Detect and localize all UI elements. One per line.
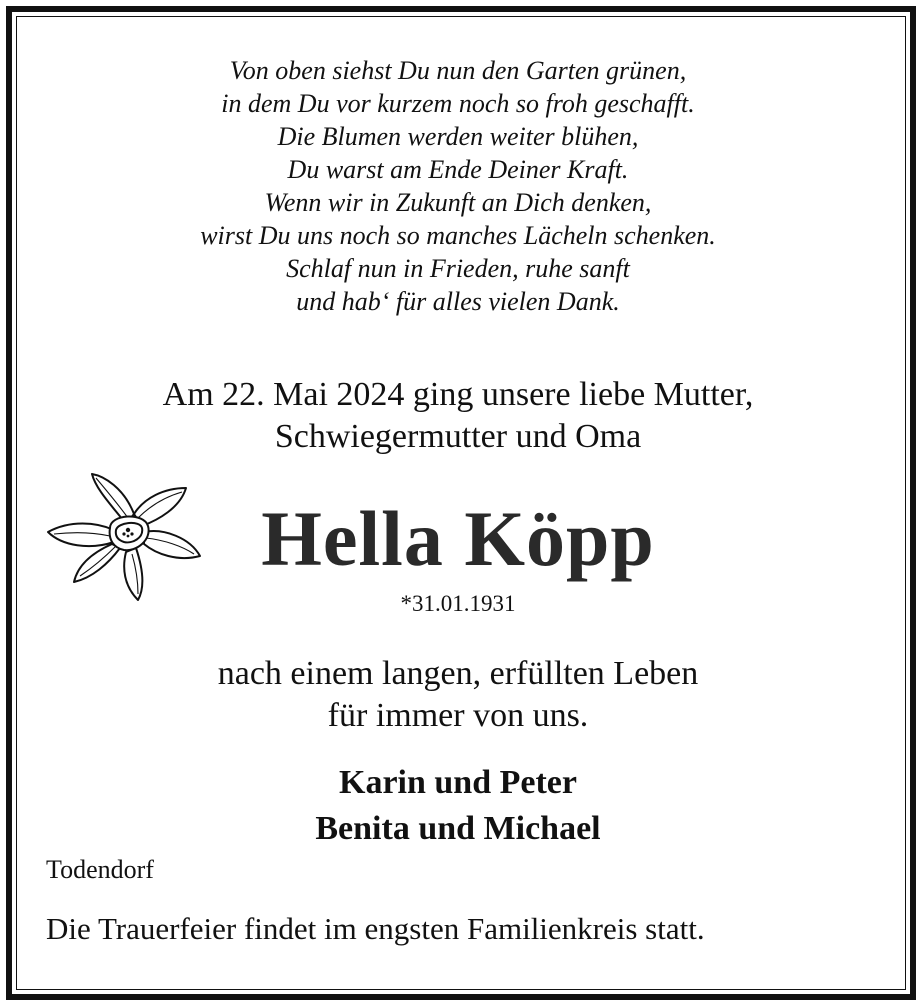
mourners-line-1: Karin und Peter xyxy=(339,764,577,801)
poem-line: und hab‘ für alles vielen Dank. xyxy=(296,287,620,316)
poem-line: Die Blumen werden weiter blühen, xyxy=(277,122,639,151)
poem xyxy=(0,54,916,318)
poem-line: Du warst am Ende Deiner Kraft. xyxy=(287,155,629,184)
intro-line-2: Schwiegermutter und Oma xyxy=(274,418,642,455)
funeral-notice: Die Trauerfeier findet im engsten Familienkreis statt. xyxy=(46,911,705,946)
poem-line: in dem Du vor kurzem noch so froh geschafft. xyxy=(221,89,695,118)
daffodil-flower-icon xyxy=(44,468,204,604)
mourners-line-2: Benita und Michael xyxy=(315,810,601,847)
intro-line-1: Am 22. Mai 2024 ging unsere liebe Mutter, xyxy=(162,376,754,413)
birth-date: *31.01.1931 xyxy=(400,591,516,616)
poem-line: wirst Du uns noch so manches Lächeln schenken. xyxy=(200,221,716,250)
announcement-intro xyxy=(0,374,916,458)
poem-line: Von oben siehst Du nun den Garten grünen, xyxy=(229,56,687,85)
mourners xyxy=(0,760,916,852)
poem-line: Wenn wir in Zukunft an Dich denken, xyxy=(264,188,652,217)
passing-line-2: für immer von uns. xyxy=(327,697,589,734)
place-name: Todendorf xyxy=(46,855,154,884)
passing-line-1: nach einem langen, erfüllten Leben xyxy=(217,655,699,692)
passing-text xyxy=(0,653,916,737)
poem-line: Schlaf nun in Frieden, ruhe sanft xyxy=(286,254,630,283)
deceased-name: Hella Köpp xyxy=(261,495,655,582)
